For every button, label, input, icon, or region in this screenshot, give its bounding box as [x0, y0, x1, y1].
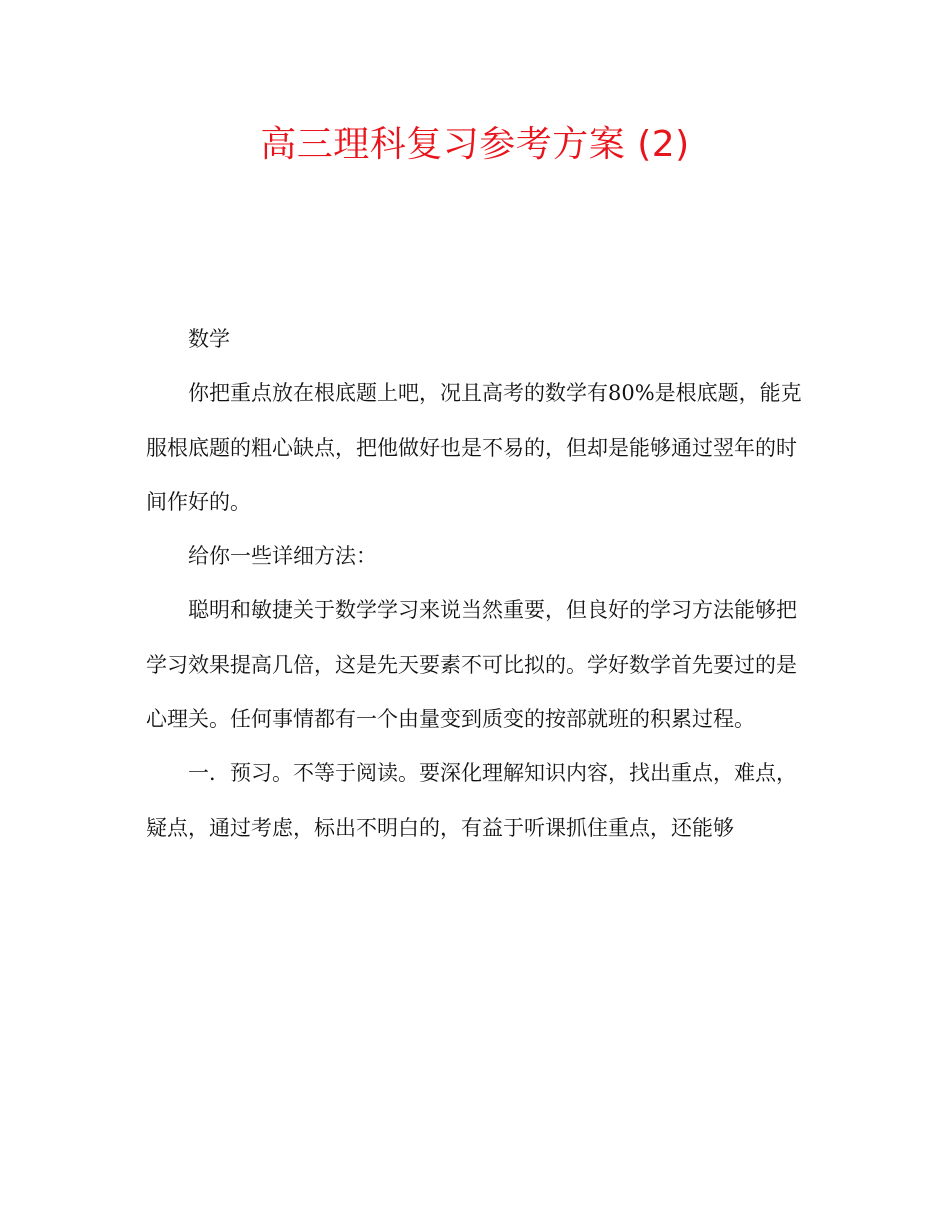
- paragraph-focus-basics: 你把重点放在根底题上吧，况且高考的数学有80%是根底题，能克服根底题的粗心缺点，把他做好也是不易的，但却是能够通过翌年的时间作好的。: [146, 381, 802, 514]
- paragraph-methods-intro: 给你一些详细方法：: [188, 544, 377, 569]
- document-title: 高三理科复习参考方案 (2): [260, 124, 690, 165]
- document-body: [146, 312, 802, 855]
- paragraph-subject-heading: 数学: [188, 327, 230, 351]
- paragraph-study-methods: 聪明和敏捷关于数学学习来说当然重要，但良好的学习方法能够把学习效果提高几倍，这是先天要素不可比拟的。学好数学首先要过的是心理关。任何事情都有一个由量变到质变的按部就班的积累过程。: [146, 598, 797, 732]
- paragraph-preview: 一．预习。不等于阅读。要深化理解知识内容，找出重点，难点，疑点，通过考虑，标出不明白的，有益于听课抓住重点，还能够: [146, 761, 797, 840]
